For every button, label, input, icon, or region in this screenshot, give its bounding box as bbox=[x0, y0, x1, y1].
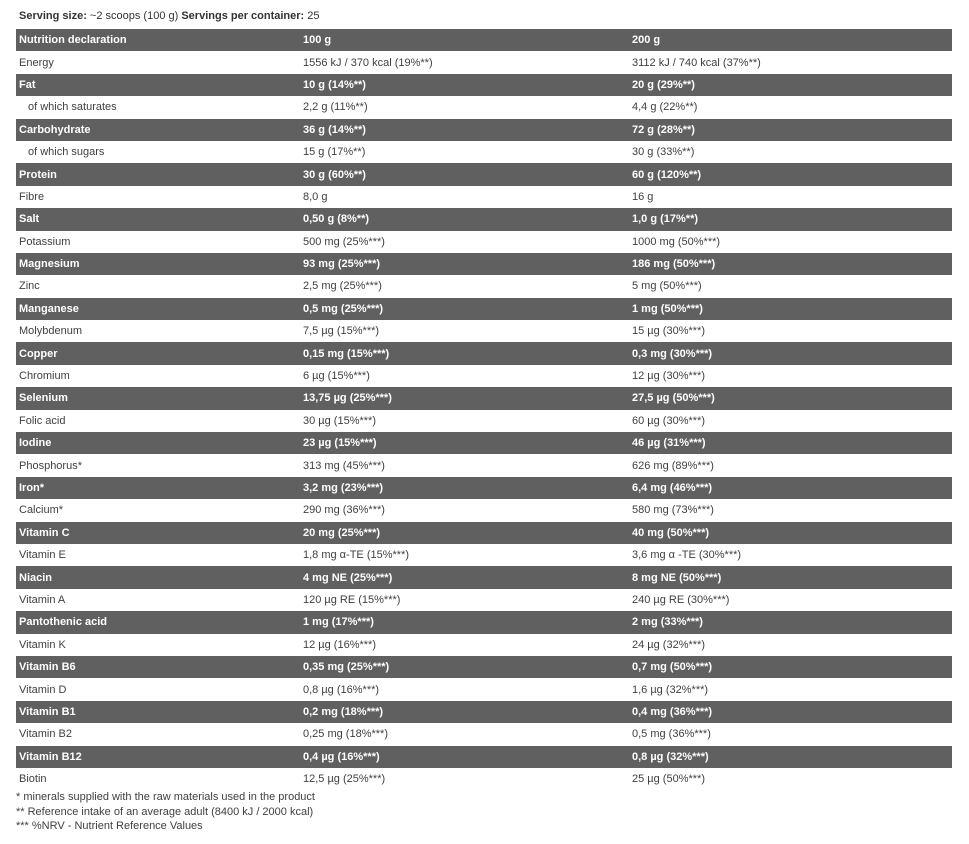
table-row bbox=[16, 320, 952, 342]
value-per-100g: 13,75 µg (25%***) bbox=[300, 387, 629, 409]
nutrient-name: Vitamin K bbox=[16, 634, 300, 656]
table-row bbox=[16, 701, 952, 723]
nutrient-name: Magnesium bbox=[16, 253, 300, 275]
nutrient-name: Potassium bbox=[16, 231, 300, 253]
value-per-200g: 1,0 g (17%**) bbox=[629, 208, 952, 230]
value-per-100g: 0,50 g (8%**) bbox=[300, 208, 629, 230]
nutrient-name: Iodine bbox=[16, 432, 300, 454]
nutrient-name: Niacin bbox=[16, 566, 300, 588]
nutrient-name: Vitamin B1 bbox=[16, 701, 300, 723]
footnote-reference-intake: ** Reference intake of an average adult (8400 kJ / 2000 kcal) bbox=[16, 805, 314, 818]
header-nutrition-declaration: Nutrition declaration bbox=[16, 29, 300, 51]
value-per-200g: 15 µg (30%***) bbox=[629, 320, 952, 342]
value-per-200g: 0,7 mg (50%***) bbox=[629, 656, 952, 678]
nutrient-name: Vitamin B12 bbox=[16, 746, 300, 768]
table-row bbox=[16, 387, 952, 409]
nutrient-name: Molybdenum bbox=[16, 320, 300, 342]
value-per-200g: 3,6 mg α -TE (30%***) bbox=[629, 544, 952, 566]
nutrient-name: Fat bbox=[16, 74, 300, 96]
table-row bbox=[16, 454, 952, 476]
table-row bbox=[16, 566, 952, 588]
table-row bbox=[16, 74, 952, 96]
value-per-200g: 2 mg (33%***) bbox=[629, 611, 952, 633]
value-per-100g: 500 mg (25%***) bbox=[300, 231, 629, 253]
nutrient-name: Carbohydrate bbox=[16, 119, 300, 141]
value-per-100g: 10 g (14%**) bbox=[300, 74, 629, 96]
value-per-200g: 186 mg (50%***) bbox=[629, 253, 952, 275]
servings-per-container-label: Servings per container: bbox=[181, 10, 305, 22]
servings-per-container-value: 25 bbox=[304, 10, 320, 22]
nutrient-name: Vitamin B6 bbox=[16, 656, 300, 678]
value-per-100g: 7,5 µg (15%***) bbox=[300, 320, 629, 342]
nutrient-name: Protein bbox=[16, 163, 300, 185]
value-per-200g: 1 mg (50%***) bbox=[629, 298, 952, 320]
value-per-100g: 30 g (60%**) bbox=[300, 163, 629, 185]
value-per-200g: 6,4 mg (46%***) bbox=[629, 477, 952, 499]
value-per-200g: 60 µg (30%***) bbox=[629, 410, 952, 432]
value-per-100g: 120 µg RE (15%***) bbox=[300, 589, 629, 611]
value-per-200g: 1000 mg (50%***) bbox=[629, 231, 952, 253]
value-per-200g: 0,4 mg (36%***) bbox=[629, 701, 952, 723]
table-row bbox=[16, 723, 952, 745]
value-per-200g: 46 µg (31%***) bbox=[629, 432, 952, 454]
nutrition-table-body bbox=[16, 51, 952, 790]
serving-info bbox=[19, 10, 320, 22]
nutrient-name: Fibre bbox=[16, 186, 300, 208]
serving-size-label: Serving size: bbox=[19, 10, 87, 22]
table-row bbox=[16, 768, 952, 790]
value-per-200g: 12 µg (30%***) bbox=[629, 365, 952, 387]
value-per-200g: 0,8 µg (32%***) bbox=[629, 746, 952, 768]
value-per-100g: 313 mg (45%***) bbox=[300, 454, 629, 476]
value-per-100g: 0,2 mg (18%***) bbox=[300, 701, 629, 723]
nutrient-name: Vitamin B2 bbox=[16, 723, 300, 745]
value-per-100g: 0,15 mg (15%***) bbox=[300, 342, 629, 364]
value-per-200g: 1,6 µg (32%***) bbox=[629, 678, 952, 700]
value-per-100g: 2,5 mg (25%***) bbox=[300, 275, 629, 297]
value-per-100g: 0,4 µg (16%***) bbox=[300, 746, 629, 768]
table-row bbox=[16, 611, 952, 633]
table-row bbox=[16, 589, 952, 611]
table-row bbox=[16, 678, 952, 700]
table-row bbox=[16, 499, 952, 521]
table-row bbox=[16, 746, 952, 768]
value-per-200g: 30 g (33%**) bbox=[629, 141, 952, 163]
nutrient-name: Zinc bbox=[16, 275, 300, 297]
header-200g: 200 g bbox=[629, 29, 952, 51]
nutrient-name: Vitamin E bbox=[16, 544, 300, 566]
table-row bbox=[16, 544, 952, 566]
value-per-100g: 0,25 mg (18%***) bbox=[300, 723, 629, 745]
nutrient-name: Selenium bbox=[16, 387, 300, 409]
value-per-100g: 20 mg (25%***) bbox=[300, 522, 629, 544]
table-row bbox=[16, 432, 952, 454]
value-per-200g: 626 mg (89%***) bbox=[629, 454, 952, 476]
nutrient-name: Salt bbox=[16, 208, 300, 230]
nutrition-table bbox=[16, 29, 952, 790]
value-per-200g: 4,4 g (22%**) bbox=[629, 96, 952, 118]
table-row bbox=[16, 365, 952, 387]
value-per-200g: 24 µg (32%***) bbox=[629, 634, 952, 656]
table-row bbox=[16, 634, 952, 656]
value-per-200g: 20 g (29%**) bbox=[629, 74, 952, 96]
nutrient-name: Chromium bbox=[16, 365, 300, 387]
nutrient-name: Vitamin A bbox=[16, 589, 300, 611]
table-row bbox=[16, 208, 952, 230]
header-100g: 100 g bbox=[300, 29, 629, 51]
table-row bbox=[16, 656, 952, 678]
nutrient-name: Copper bbox=[16, 342, 300, 364]
table-row bbox=[16, 410, 952, 432]
value-per-100g: 1,8 mg α-TE (15%***) bbox=[300, 544, 629, 566]
value-per-100g: 12,5 µg (25%***) bbox=[300, 768, 629, 790]
value-per-100g: 1556 kJ / 370 kcal (19%**) bbox=[300, 51, 629, 73]
serving-size-value: ~2 scoops (100 g) bbox=[86, 10, 182, 22]
value-per-100g: 15 g (17%**) bbox=[300, 141, 629, 163]
value-per-100g: 23 µg (15%***) bbox=[300, 432, 629, 454]
table-row bbox=[16, 186, 952, 208]
value-per-200g: 0,3 mg (30%***) bbox=[629, 342, 952, 364]
value-per-100g: 12 µg (16%***) bbox=[300, 634, 629, 656]
nutrient-name: of which sugars bbox=[16, 141, 300, 163]
value-per-100g: 2,2 g (11%**) bbox=[300, 96, 629, 118]
nutrient-name: Iron* bbox=[16, 477, 300, 499]
value-per-200g: 27,5 µg (50%***) bbox=[629, 387, 952, 409]
value-per-100g: 3,2 mg (23%***) bbox=[300, 477, 629, 499]
value-per-100g: 1 mg (17%***) bbox=[300, 611, 629, 633]
nutrient-name: Vitamin D bbox=[16, 678, 300, 700]
value-per-100g: 30 µg (15%***) bbox=[300, 410, 629, 432]
nutrient-name: Calcium* bbox=[16, 499, 300, 521]
value-per-200g: 40 mg (50%***) bbox=[629, 522, 952, 544]
nutrient-name: Pantothenic acid bbox=[16, 611, 300, 633]
value-per-200g: 3112 kJ / 740 kcal (37%**) bbox=[629, 51, 952, 73]
table-row bbox=[16, 522, 952, 544]
table-row bbox=[16, 477, 952, 499]
nutrient-name: Phosphorus* bbox=[16, 454, 300, 476]
nutrient-name: Biotin bbox=[16, 768, 300, 790]
value-per-100g: 8,0 g bbox=[300, 186, 629, 208]
table-row bbox=[16, 119, 952, 141]
table-row bbox=[16, 96, 952, 118]
footnote-nrv: *** %NRV - Nutrient Reference Values bbox=[16, 820, 203, 832]
table-header-row bbox=[16, 29, 952, 51]
value-per-200g: 25 µg (50%***) bbox=[629, 768, 952, 790]
table-row bbox=[16, 141, 952, 163]
table-row bbox=[16, 231, 952, 253]
value-per-200g: 0,5 mg (36%***) bbox=[629, 723, 952, 745]
value-per-100g: 6 µg (15%***) bbox=[300, 365, 629, 387]
value-per-200g: 16 g bbox=[629, 186, 952, 208]
value-per-100g: 0,5 mg (25%***) bbox=[300, 298, 629, 320]
table-row bbox=[16, 163, 952, 185]
table-row bbox=[16, 51, 952, 73]
value-per-100g: 93 mg (25%***) bbox=[300, 253, 629, 275]
table-row bbox=[16, 253, 952, 275]
nutrient-name: Vitamin C bbox=[16, 522, 300, 544]
table-row bbox=[16, 298, 952, 320]
value-per-200g: 580 mg (73%***) bbox=[629, 499, 952, 521]
value-per-100g: 36 g (14%**) bbox=[300, 119, 629, 141]
footnotes bbox=[16, 790, 315, 834]
footnote-minerals: * minerals supplied with the raw materials used in the product bbox=[16, 791, 315, 803]
value-per-200g: 5 mg (50%***) bbox=[629, 275, 952, 297]
value-per-200g: 72 g (28%**) bbox=[629, 119, 952, 141]
value-per-100g: 0,35 mg (25%***) bbox=[300, 656, 629, 678]
value-per-200g: 240 µg RE (30%***) bbox=[629, 589, 952, 611]
table-row bbox=[16, 275, 952, 297]
value-per-200g: 60 g (120%**) bbox=[629, 163, 952, 185]
value-per-200g: 8 mg NE (50%***) bbox=[629, 566, 952, 588]
table-row bbox=[16, 342, 952, 364]
nutrient-name: Manganese bbox=[16, 298, 300, 320]
value-per-100g: 0,8 µg (16%***) bbox=[300, 678, 629, 700]
value-per-100g: 4 mg NE (25%***) bbox=[300, 566, 629, 588]
nutrient-name: Folic acid bbox=[16, 410, 300, 432]
nutrient-name: of which saturates bbox=[16, 96, 300, 118]
value-per-100g: 290 mg (36%***) bbox=[300, 499, 629, 521]
nutrient-name: Energy bbox=[16, 51, 300, 73]
